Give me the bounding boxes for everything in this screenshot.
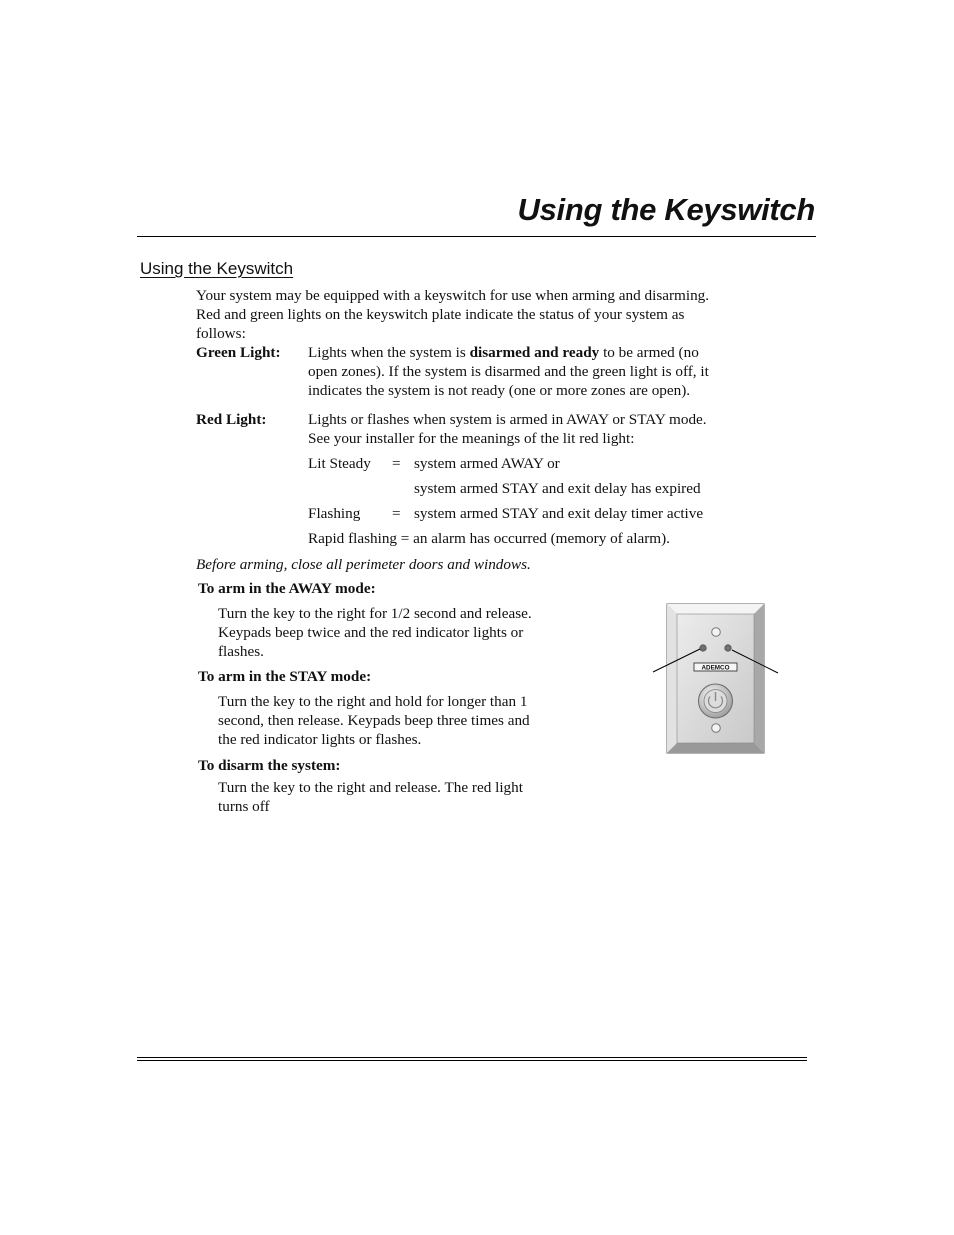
title-rule — [137, 236, 816, 237]
flashing-value: system armed STAY and exit delay timer active — [414, 505, 704, 522]
bevel-bottom — [667, 743, 764, 753]
bottom-screw-icon — [712, 724, 721, 733]
bevel-left — [667, 604, 677, 753]
green-light-line-1 — [308, 343, 699, 362]
page-title: Using the Keyswitch — [517, 192, 815, 227]
disarm-line-1: Turn the key to the right and release. The red light — [218, 779, 523, 796]
rapid-flashing: Rapid flashing = an alarm has occurred (memory of alarm). — [308, 530, 670, 547]
section-heading: Using the Keyswitch — [140, 259, 294, 278]
red-light-line-1: Lights or flashes when system is armed in AWAY or STAY mode. — [308, 411, 707, 428]
green-light-line-2: open zones). If the system is disarmed and the green light is off, it — [308, 363, 709, 380]
green-light-pre: Lights when the system is — [308, 344, 470, 361]
stay-line-1: Turn the key to the right and hold for longer than 1 — [218, 693, 528, 710]
green-light-post: to be armed (no — [599, 344, 699, 361]
bevel-top — [667, 604, 764, 614]
disarm-line-2: turns off — [218, 798, 270, 815]
green-indicator-light — [700, 645, 707, 652]
lit-steady-value-1: system armed AWAY or — [414, 455, 560, 472]
green-light-line-3: indicates the system is not ready (one or more zones are open). — [308, 382, 691, 399]
flashing-equals: = — [392, 505, 401, 522]
away-line-1: Turn the key to the right for 1/2 second and release. — [218, 605, 532, 622]
disarm-heading: To disarm the system: — [198, 757, 341, 774]
intro-line-1: Your system may be equipped with a keyswitch for use when arming and disarming. — [196, 287, 710, 304]
intro-line-3: follows: — [196, 325, 246, 342]
keyswitch-illustration — [650, 600, 782, 758]
away-line-3: flashes. — [218, 643, 264, 660]
stay-line-2: second, then release. Keypads beep three times and — [218, 712, 530, 729]
away-heading: To arm in the AWAY mode: — [198, 580, 376, 597]
lit-steady-value-2: system armed STAY and exit delay has expired — [414, 480, 701, 497]
red-light-line-2: See your installer for the meanings of the lit red light: — [308, 430, 635, 447]
stay-heading: To arm in the STAY mode: — [198, 668, 372, 685]
lit-steady-label: Lit Steady — [308, 455, 371, 472]
footer-rule-top — [137, 1057, 807, 1058]
red-indicator-light — [725, 645, 732, 652]
bevel-right — [754, 604, 764, 753]
arming-note: Before arming, close all perimeter doors and windows. — [196, 556, 531, 573]
green-light-label: Green Light: — [196, 344, 281, 361]
footer-rule-bottom — [137, 1060, 807, 1061]
green-light-bold: disarmed and ready — [469, 344, 600, 361]
intro-line-2: Red and green lights on the keyswitch plate indicate the status of your system as — [196, 306, 685, 323]
lit-steady-equals: = — [392, 455, 401, 472]
stay-line-3: the red indicator lights or flashes. — [218, 731, 422, 748]
top-screw-icon — [712, 628, 721, 637]
away-line-2: Keypads beep twice and the red indicator lights or — [218, 624, 524, 641]
red-light-label: Red Light: — [196, 411, 267, 428]
brand-label: ADEMCO — [701, 664, 730, 672]
flashing-label: Flashing — [308, 505, 361, 522]
